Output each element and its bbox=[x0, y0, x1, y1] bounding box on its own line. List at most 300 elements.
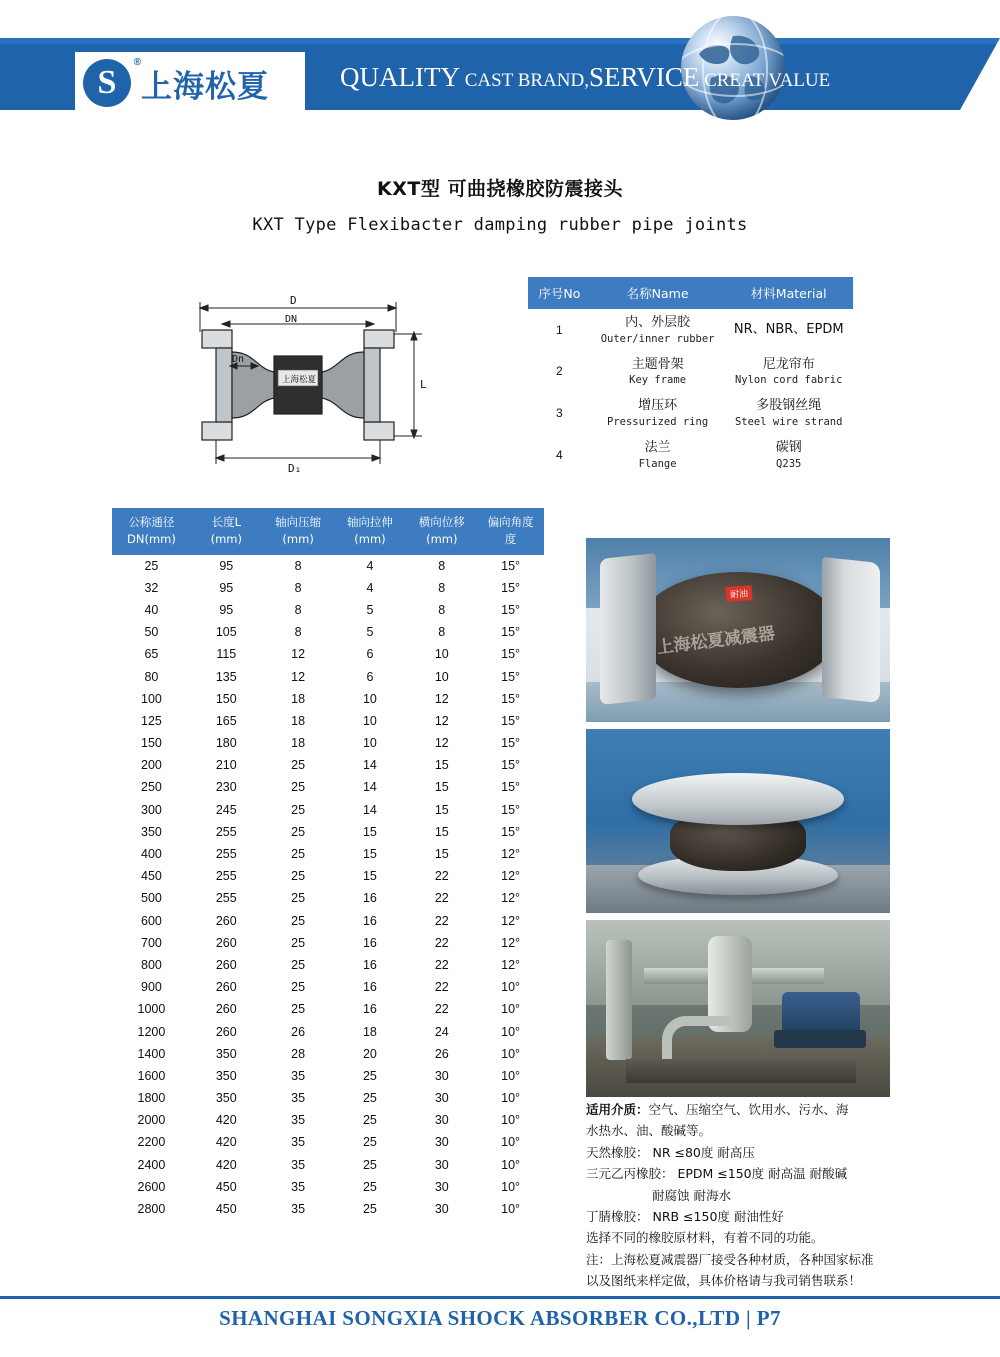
flange-joint-photo bbox=[586, 729, 890, 913]
note-media-line2: 水热水、油、酸碱等。 bbox=[586, 1123, 712, 1139]
spec-col-axial-compression bbox=[262, 509, 334, 555]
spec-cell-axial-tension: 20 bbox=[362, 1046, 377, 1061]
spec-cell-lateral-displacement: 22 bbox=[434, 980, 449, 995]
spec-cell-dn: 300 bbox=[141, 802, 162, 817]
photo1-left-flange bbox=[600, 553, 656, 705]
spec-cell-axial-tension: 25 bbox=[362, 1135, 377, 1150]
parts-material-en: Nylon cord fabric bbox=[734, 374, 843, 387]
spec-cell-axial-compression: 25 bbox=[291, 891, 306, 906]
product-drawing bbox=[178, 272, 498, 488]
parts-cell-no: 4 bbox=[556, 447, 563, 462]
table-row bbox=[113, 1131, 544, 1153]
specification-table bbox=[112, 508, 544, 1220]
note-epdm: 三元乙丙橡胶： EPDM ≤150度 耐高温 耐酸碱 bbox=[586, 1166, 848, 1182]
spec-col-length-l2: (mm) bbox=[210, 532, 242, 547]
table-row bbox=[113, 998, 544, 1020]
spec-cell-dn: 2800 bbox=[137, 1202, 166, 1217]
parts-material-cn: 尼龙帘布 bbox=[762, 356, 815, 372]
parts-cell-name bbox=[590, 309, 725, 351]
spec-cell-dn: 40 bbox=[144, 602, 159, 617]
spec-cell-axial-compression: 28 bbox=[291, 1046, 306, 1061]
spec-cell-axial-tension: 15 bbox=[362, 869, 377, 884]
photo3-equipment-base bbox=[626, 1059, 856, 1083]
spec-cell-dn: 2200 bbox=[137, 1135, 166, 1150]
spec-cell-axial-compression: 25 bbox=[291, 1002, 306, 1017]
spec-col-length bbox=[190, 509, 262, 555]
spec-cell-lateral-displacement: 15 bbox=[434, 802, 449, 817]
spec-col-axten-l2: (mm) bbox=[354, 532, 386, 547]
parts-cell-no: 3 bbox=[556, 406, 563, 421]
spec-cell-axial-tension: 25 bbox=[362, 1179, 377, 1194]
spec-cell-lateral-displacement: 30 bbox=[434, 1135, 449, 1150]
table-row bbox=[113, 865, 544, 887]
note-nbr: 丁腈橡胶： NRB ≤150度 耐油性好 bbox=[586, 1208, 784, 1224]
spec-cell-lateral-displacement: 8 bbox=[438, 602, 446, 617]
parts-cell-material bbox=[725, 434, 853, 476]
spec-cell-deflection-angle: 10° bbox=[501, 1157, 521, 1172]
slogan-service: SERVICE bbox=[588, 62, 700, 92]
spec-cell-dn: 1400 bbox=[137, 1046, 166, 1061]
parts-cell-material bbox=[725, 309, 853, 351]
spec-cell-length: 450 bbox=[215, 1179, 237, 1194]
spec-cell-dn: 2000 bbox=[137, 1113, 166, 1128]
spec-cell-length: 255 bbox=[215, 847, 237, 862]
spec-col-angle-l1: 偏向角度 bbox=[487, 515, 534, 529]
spec-cell-axial-compression: 18 bbox=[291, 713, 306, 728]
registered-mark: ® bbox=[133, 57, 141, 68]
parts-cell-name bbox=[590, 392, 725, 434]
parts-material-cn: NR、NBR、EPDM bbox=[733, 322, 844, 338]
logo-s-icon bbox=[83, 57, 141, 107]
spec-cell-axial-compression: 8 bbox=[294, 558, 302, 573]
footer-page-number: P7 bbox=[756, 1306, 781, 1330]
spec-cell-axial-compression: 25 bbox=[291, 824, 306, 839]
spec-table-header-row bbox=[113, 509, 544, 555]
spec-cell-lateral-displacement: 12 bbox=[434, 691, 449, 706]
parts-name-en: Flange bbox=[638, 457, 677, 470]
spec-cell-lateral-displacement: 8 bbox=[438, 625, 446, 640]
spec-cell-axial-compression: 18 bbox=[291, 691, 306, 706]
table-row bbox=[113, 1043, 544, 1065]
spec-cell-lateral-displacement: 10 bbox=[434, 669, 449, 684]
spec-cell-dn: 900 bbox=[141, 980, 162, 995]
spec-cell-length: 350 bbox=[215, 1068, 237, 1083]
parts-cell-no: 2 bbox=[556, 364, 563, 379]
spec-cell-lateral-displacement: 15 bbox=[434, 758, 449, 773]
spec-cell-deflection-angle: 10° bbox=[501, 1002, 521, 1017]
parts-col-name: 名称Name bbox=[590, 278, 725, 309]
parts-table-header-row bbox=[529, 278, 853, 309]
spec-cell-dn: 350 bbox=[141, 824, 162, 839]
parts-name-cn: 内、外层胶 bbox=[625, 315, 691, 330]
spec-cell-length: 260 bbox=[215, 980, 237, 995]
parts-name-cn: 主题骨架 bbox=[631, 356, 684, 372]
table-row bbox=[113, 665, 544, 687]
spec-cell-deflection-angle: 15° bbox=[501, 802, 521, 817]
spec-cell-deflection-angle: 12° bbox=[501, 913, 521, 928]
table-row bbox=[113, 910, 544, 932]
spec-cell-dn: 500 bbox=[141, 891, 162, 906]
table-row bbox=[113, 1065, 544, 1087]
spec-cell-lateral-displacement: 22 bbox=[434, 869, 449, 884]
spec-cell-axial-compression: 35 bbox=[291, 1135, 306, 1150]
spec-col-length-l1: 长度L bbox=[211, 515, 241, 529]
spec-cell-axial-compression: 8 bbox=[294, 580, 302, 595]
page-title-cn: KXT型 可曲挠橡胶防震接头 bbox=[377, 178, 623, 200]
spec-cell-axial-compression: 8 bbox=[294, 625, 302, 640]
parts-cell-material bbox=[725, 351, 853, 393]
spec-cell-axial-compression: 25 bbox=[291, 980, 306, 995]
spec-cell-dn: 600 bbox=[141, 913, 162, 928]
spec-cell-axial-compression: 35 bbox=[291, 1202, 306, 1217]
dim-label-L: L bbox=[420, 378, 427, 391]
spec-cell-axial-tension: 16 bbox=[362, 980, 377, 995]
table-row bbox=[113, 732, 544, 754]
spec-cell-deflection-angle: 15° bbox=[501, 824, 521, 839]
parts-table bbox=[528, 277, 853, 476]
spec-cell-dn: 150 bbox=[141, 736, 162, 751]
spec-col-angle bbox=[478, 509, 544, 555]
parts-col-material: 材料Material bbox=[725, 278, 853, 309]
spec-col-dn-l2: DN(mm) bbox=[127, 532, 176, 547]
table-row bbox=[113, 1087, 544, 1109]
photo1-oil-resistant-label: 耐油 bbox=[726, 585, 753, 602]
header-slogan bbox=[340, 62, 830, 93]
table-row bbox=[113, 776, 544, 798]
parts-material-en: Q235 bbox=[776, 457, 802, 470]
table-row bbox=[113, 710, 544, 732]
note-media-label: 适用介质： bbox=[586, 1102, 649, 1117]
spec-cell-length: 350 bbox=[215, 1046, 237, 1061]
spec-cell-axial-tension: 10 bbox=[362, 736, 377, 751]
slogan-creat-value: CREAT VALUE bbox=[699, 70, 831, 91]
spec-cell-deflection-angle: 15° bbox=[501, 580, 521, 595]
spec-cell-lateral-displacement: 30 bbox=[434, 1091, 449, 1106]
spec-cell-length: 350 bbox=[215, 1091, 237, 1106]
spec-cell-length: 255 bbox=[215, 824, 237, 839]
pump-room-photo bbox=[586, 920, 890, 1097]
photo3-vertical-pipe bbox=[606, 940, 632, 1060]
spec-cell-deflection-angle: 10° bbox=[501, 1113, 521, 1128]
spec-cell-length: 210 bbox=[215, 758, 237, 773]
spec-cell-length: 165 bbox=[215, 713, 237, 728]
spec-col-dn bbox=[113, 509, 191, 555]
spec-cell-axial-compression: 25 bbox=[291, 913, 306, 928]
note-nr: 天然橡胶： NR ≤80度 耐高压 bbox=[586, 1144, 755, 1160]
spec-col-lateral-l1: 横向位移 bbox=[418, 515, 465, 529]
spec-cell-deflection-angle: 15° bbox=[501, 558, 521, 573]
spec-cell-axial-tension: 15 bbox=[362, 824, 377, 839]
spec-cell-length: 260 bbox=[215, 957, 237, 972]
spec-cell-length: 180 bbox=[215, 736, 237, 751]
spec-cell-axial-tension: 16 bbox=[362, 913, 377, 928]
spec-cell-length: 115 bbox=[216, 647, 237, 662]
spec-cell-axial-tension: 25 bbox=[362, 1157, 377, 1172]
photo3-pump-base bbox=[774, 1030, 866, 1048]
spec-cell-axial-tension: 16 bbox=[362, 1002, 377, 1017]
spec-cell-axial-tension: 14 bbox=[362, 780, 377, 795]
spec-cell-dn: 2400 bbox=[137, 1157, 166, 1172]
spec-cell-length: 95 bbox=[219, 558, 234, 573]
spec-cell-lateral-displacement: 30 bbox=[434, 1179, 449, 1194]
spec-cell-deflection-angle: 10° bbox=[501, 1179, 521, 1194]
spec-cell-length: 95 bbox=[219, 602, 234, 617]
product-drawing-svg bbox=[178, 272, 498, 488]
spec-cell-dn: 1600 bbox=[137, 1068, 166, 1083]
spec-cell-lateral-displacement: 15 bbox=[434, 847, 449, 862]
parts-name-cn: 增压环 bbox=[638, 398, 678, 414]
note-selection: 选择不同的橡胶原材料，有着不同的功能。 bbox=[586, 1230, 824, 1246]
spec-cell-dn: 125 bbox=[141, 713, 162, 728]
application-notes bbox=[586, 1100, 916, 1292]
table-row bbox=[113, 976, 544, 998]
table-row bbox=[113, 688, 544, 710]
parts-cell-no: 1 bbox=[556, 322, 563, 337]
spec-cell-length: 255 bbox=[215, 891, 237, 906]
spec-cell-axial-tension: 10 bbox=[362, 713, 377, 728]
spec-cell-axial-compression: 12 bbox=[291, 669, 306, 684]
spec-cell-axial-tension: 25 bbox=[362, 1091, 377, 1106]
spec-cell-lateral-displacement: 22 bbox=[434, 957, 449, 972]
spec-cell-deflection-angle: 15° bbox=[501, 602, 521, 617]
parts-material-cn: 多股钢丝绳 bbox=[756, 398, 822, 414]
spec-cell-axial-tension: 25 bbox=[362, 1113, 377, 1128]
spec-cell-axial-tension: 6 bbox=[366, 669, 374, 684]
spec-cell-axial-tension: 18 bbox=[362, 1024, 377, 1039]
spec-cell-axial-tension: 10 bbox=[362, 691, 377, 706]
spec-cell-deflection-angle: 10° bbox=[501, 1068, 521, 1083]
spec-cell-lateral-displacement: 30 bbox=[434, 1068, 449, 1083]
spec-cell-deflection-angle: 15° bbox=[501, 691, 521, 706]
note-custom-1: 注：上海松夏减震器厂接受各种材质，各种国家标准 bbox=[586, 1251, 874, 1267]
parts-cell-material bbox=[725, 392, 853, 434]
note-custom-2: 以及图纸来样定做，具体价格请与我司销售联系！ bbox=[586, 1273, 862, 1288]
spec-cell-deflection-angle: 15° bbox=[501, 669, 521, 684]
spec-cell-length: 230 bbox=[215, 780, 237, 795]
spec-cell-axial-tension: 6 bbox=[366, 647, 374, 662]
spec-cell-lateral-displacement: 8 bbox=[438, 580, 446, 595]
spec-cell-dn: 50 bbox=[144, 625, 159, 640]
table-row bbox=[113, 754, 544, 776]
spec-cell-lateral-displacement: 22 bbox=[434, 891, 449, 906]
spec-cell-lateral-displacement: 30 bbox=[434, 1157, 449, 1172]
spec-cell-dn: 450 bbox=[141, 869, 162, 884]
spec-cell-length: 260 bbox=[215, 935, 237, 950]
spec-cell-length: 260 bbox=[215, 913, 237, 928]
spec-cell-dn: 250 bbox=[141, 780, 162, 795]
spec-cell-deflection-angle: 10° bbox=[501, 1135, 521, 1150]
spec-cell-length: 420 bbox=[215, 1157, 237, 1172]
spec-cell-dn: 80 bbox=[144, 669, 159, 684]
spec-cell-axial-tension: 16 bbox=[362, 935, 377, 950]
table-row bbox=[529, 392, 853, 434]
table-row bbox=[113, 554, 544, 577]
spec-cell-lateral-displacement: 12 bbox=[434, 736, 449, 751]
spec-cell-length: 150 bbox=[215, 691, 237, 706]
spec-cell-length: 255 bbox=[215, 869, 237, 884]
dim-label-D: D bbox=[290, 294, 297, 307]
spec-cell-axial-compression: 35 bbox=[291, 1179, 306, 1194]
spec-cell-axial-compression: 35 bbox=[291, 1068, 306, 1083]
note-media-line bbox=[586, 1100, 916, 1119]
table-row bbox=[529, 434, 853, 476]
photo1-right-flange bbox=[822, 557, 880, 703]
spec-cell-lateral-displacement: 22 bbox=[434, 913, 449, 928]
parts-name-en: Outer/inner rubber bbox=[600, 332, 715, 345]
table-row bbox=[529, 351, 853, 393]
spec-cell-dn: 65 bbox=[144, 647, 159, 662]
spec-cell-axial-tension: 16 bbox=[362, 957, 377, 972]
spec-col-dn-l1: 公称通径 bbox=[128, 515, 175, 529]
spec-cell-axial-tension: 4 bbox=[366, 580, 374, 595]
table-row bbox=[113, 1020, 544, 1042]
spec-cell-lateral-displacement: 30 bbox=[434, 1113, 449, 1128]
spec-cell-deflection-angle: 10° bbox=[501, 1202, 521, 1217]
dim-label-D1: D₁ bbox=[288, 462, 302, 475]
spec-cell-lateral-displacement: 24 bbox=[434, 1024, 449, 1039]
spec-cell-length: 450 bbox=[215, 1202, 237, 1217]
table-row bbox=[113, 954, 544, 976]
spec-cell-deflection-angle: 12° bbox=[501, 935, 521, 950]
table-row bbox=[113, 599, 544, 621]
company-logo bbox=[75, 52, 305, 114]
spec-cell-lateral-displacement: 8 bbox=[438, 558, 446, 573]
spec-cell-lateral-displacement: 12 bbox=[434, 713, 449, 728]
spec-col-lateral-l2: (mm) bbox=[426, 532, 458, 547]
logo-letter: S bbox=[97, 64, 117, 101]
spec-cell-deflection-angle: 15° bbox=[501, 647, 521, 662]
header-band-highlight bbox=[0, 38, 1000, 44]
spec-cell-lateral-displacement: 22 bbox=[434, 1002, 449, 1017]
parts-name-en: Key frame bbox=[629, 374, 687, 387]
spec-cell-axial-compression: 12 bbox=[291, 647, 306, 662]
spec-cell-length: 420 bbox=[215, 1113, 237, 1128]
spec-cell-length: 105 bbox=[215, 625, 237, 640]
spec-cell-dn: 100 bbox=[141, 691, 162, 706]
spec-cell-axial-compression: 25 bbox=[291, 935, 306, 950]
logo-company-name-cn: 上海松夏 bbox=[141, 68, 269, 105]
spec-cell-lateral-displacement: 15 bbox=[434, 824, 449, 839]
table-row bbox=[113, 1109, 544, 1131]
spec-cell-axial-compression: 26 bbox=[291, 1024, 306, 1039]
footer-divider bbox=[0, 1296, 1000, 1299]
spec-cell-axial-tension: 5 bbox=[366, 625, 374, 640]
footer-company-name: SHANGHAI SONGXIA SHOCK ABSORBER CO.,LTD bbox=[219, 1306, 741, 1330]
spec-cell-axial-compression: 35 bbox=[291, 1157, 306, 1172]
slogan-quality: QUALITY bbox=[340, 62, 460, 92]
spec-cell-dn: 2600 bbox=[137, 1179, 166, 1194]
table-row bbox=[529, 309, 853, 351]
spec-cell-axial-compression: 25 bbox=[291, 869, 306, 884]
spec-cell-dn: 1800 bbox=[137, 1091, 166, 1106]
spec-col-axten-l1: 轴向拉伸 bbox=[346, 515, 393, 529]
spec-cell-axial-compression: 25 bbox=[291, 802, 306, 817]
spec-col-axcomp-l2: (mm) bbox=[282, 532, 314, 547]
spec-col-axcomp-l1: 轴向压缩 bbox=[275, 515, 322, 529]
spec-cell-axial-tension: 5 bbox=[366, 602, 374, 617]
spec-cell-axial-tension: 25 bbox=[362, 1202, 377, 1217]
spec-cell-axial-tension: 14 bbox=[362, 802, 377, 817]
parts-col-no: 序号No bbox=[529, 278, 591, 309]
parts-name-en: Pressurized ring bbox=[607, 415, 709, 428]
spec-cell-deflection-angle: 12° bbox=[501, 957, 521, 972]
spec-cell-dn: 1200 bbox=[137, 1024, 166, 1039]
spec-cell-deflection-angle: 15° bbox=[501, 780, 521, 795]
spec-cell-length: 95 bbox=[219, 580, 234, 595]
spec-cell-axial-compression: 25 bbox=[291, 780, 306, 795]
page-footer bbox=[0, 1306, 1000, 1331]
spec-cell-deflection-angle: 12° bbox=[501, 847, 521, 862]
spec-cell-length: 245 bbox=[215, 802, 237, 817]
spec-cell-dn: 800 bbox=[141, 957, 162, 972]
spec-cell-lateral-displacement: 10 bbox=[434, 647, 449, 662]
spec-cell-dn: 200 bbox=[141, 758, 162, 773]
spec-cell-deflection-angle: 12° bbox=[501, 891, 521, 906]
spec-cell-axial-compression: 18 bbox=[291, 736, 306, 751]
photo1-brand-watermark: 上海松夏减震器 bbox=[655, 623, 777, 659]
table-row bbox=[113, 1198, 544, 1220]
drawing-brand-label: 上海松夏 bbox=[282, 375, 317, 385]
spec-cell-axial-compression: 35 bbox=[291, 1091, 306, 1106]
table-row bbox=[113, 1154, 544, 1176]
spec-cell-dn: 400 bbox=[141, 847, 162, 862]
spec-cell-dn: 700 bbox=[141, 935, 162, 950]
spec-cell-deflection-angle: 10° bbox=[501, 1091, 521, 1106]
table-row bbox=[113, 821, 544, 843]
spec-cell-deflection-angle: 10° bbox=[501, 1046, 521, 1061]
note-media-text: 空气、压缩空气、饮用水、污水、海 bbox=[648, 1102, 849, 1117]
parts-cell-name bbox=[590, 351, 725, 393]
dim-label-Dn: Dn bbox=[232, 354, 245, 365]
spec-col-lateral bbox=[406, 509, 478, 555]
spec-cell-axial-compression: 25 bbox=[291, 957, 306, 972]
table-row bbox=[113, 1176, 544, 1198]
spec-cell-lateral-displacement: 15 bbox=[434, 780, 449, 795]
slogan-cast-brand: CAST BRAND, bbox=[459, 70, 589, 91]
spec-cell-deflection-angle: 15° bbox=[501, 736, 521, 751]
spec-cell-axial-compression: 25 bbox=[291, 758, 306, 773]
spec-cell-axial-tension: 25 bbox=[362, 1068, 377, 1083]
spec-cell-dn: 25 bbox=[144, 558, 159, 573]
parts-name-cn: 法兰 bbox=[644, 440, 671, 456]
rubber-joint-photo bbox=[586, 538, 890, 722]
spec-cell-lateral-displacement: 30 bbox=[434, 1202, 449, 1217]
page-header bbox=[0, 0, 1000, 148]
table-row bbox=[113, 799, 544, 821]
spec-cell-length: 260 bbox=[215, 1024, 237, 1039]
spec-cell-deflection-angle: 15° bbox=[501, 713, 521, 728]
spec-cell-axial-compression: 35 bbox=[291, 1113, 306, 1128]
spec-cell-dn: 32 bbox=[144, 580, 159, 595]
spec-col-axial-tension bbox=[334, 509, 406, 555]
spec-cell-deflection-angle: 10° bbox=[501, 1024, 521, 1039]
page-title-en: KXT Type Flexibacter damping rubber pipe joints bbox=[252, 215, 748, 235]
note-epdm-cont: 耐腐蚀 耐海水 bbox=[652, 1187, 731, 1203]
parts-material-en: Steel wire strand bbox=[734, 415, 843, 428]
table-row bbox=[113, 643, 544, 665]
spec-cell-deflection-angle: 10° bbox=[501, 980, 521, 995]
spec-cell-dn: 1000 bbox=[137, 1002, 166, 1017]
spec-cell-axial-tension: 15 bbox=[362, 847, 377, 862]
table-row bbox=[113, 887, 544, 909]
photo2-upper-flange bbox=[632, 773, 844, 825]
table-row bbox=[113, 843, 544, 865]
spec-cell-deflection-angle: 12° bbox=[501, 869, 521, 884]
table-row bbox=[113, 621, 544, 643]
dim-label-DN: DN bbox=[285, 314, 298, 325]
spec-col-angle-l2: 度 bbox=[504, 532, 517, 547]
table-row bbox=[113, 577, 544, 599]
